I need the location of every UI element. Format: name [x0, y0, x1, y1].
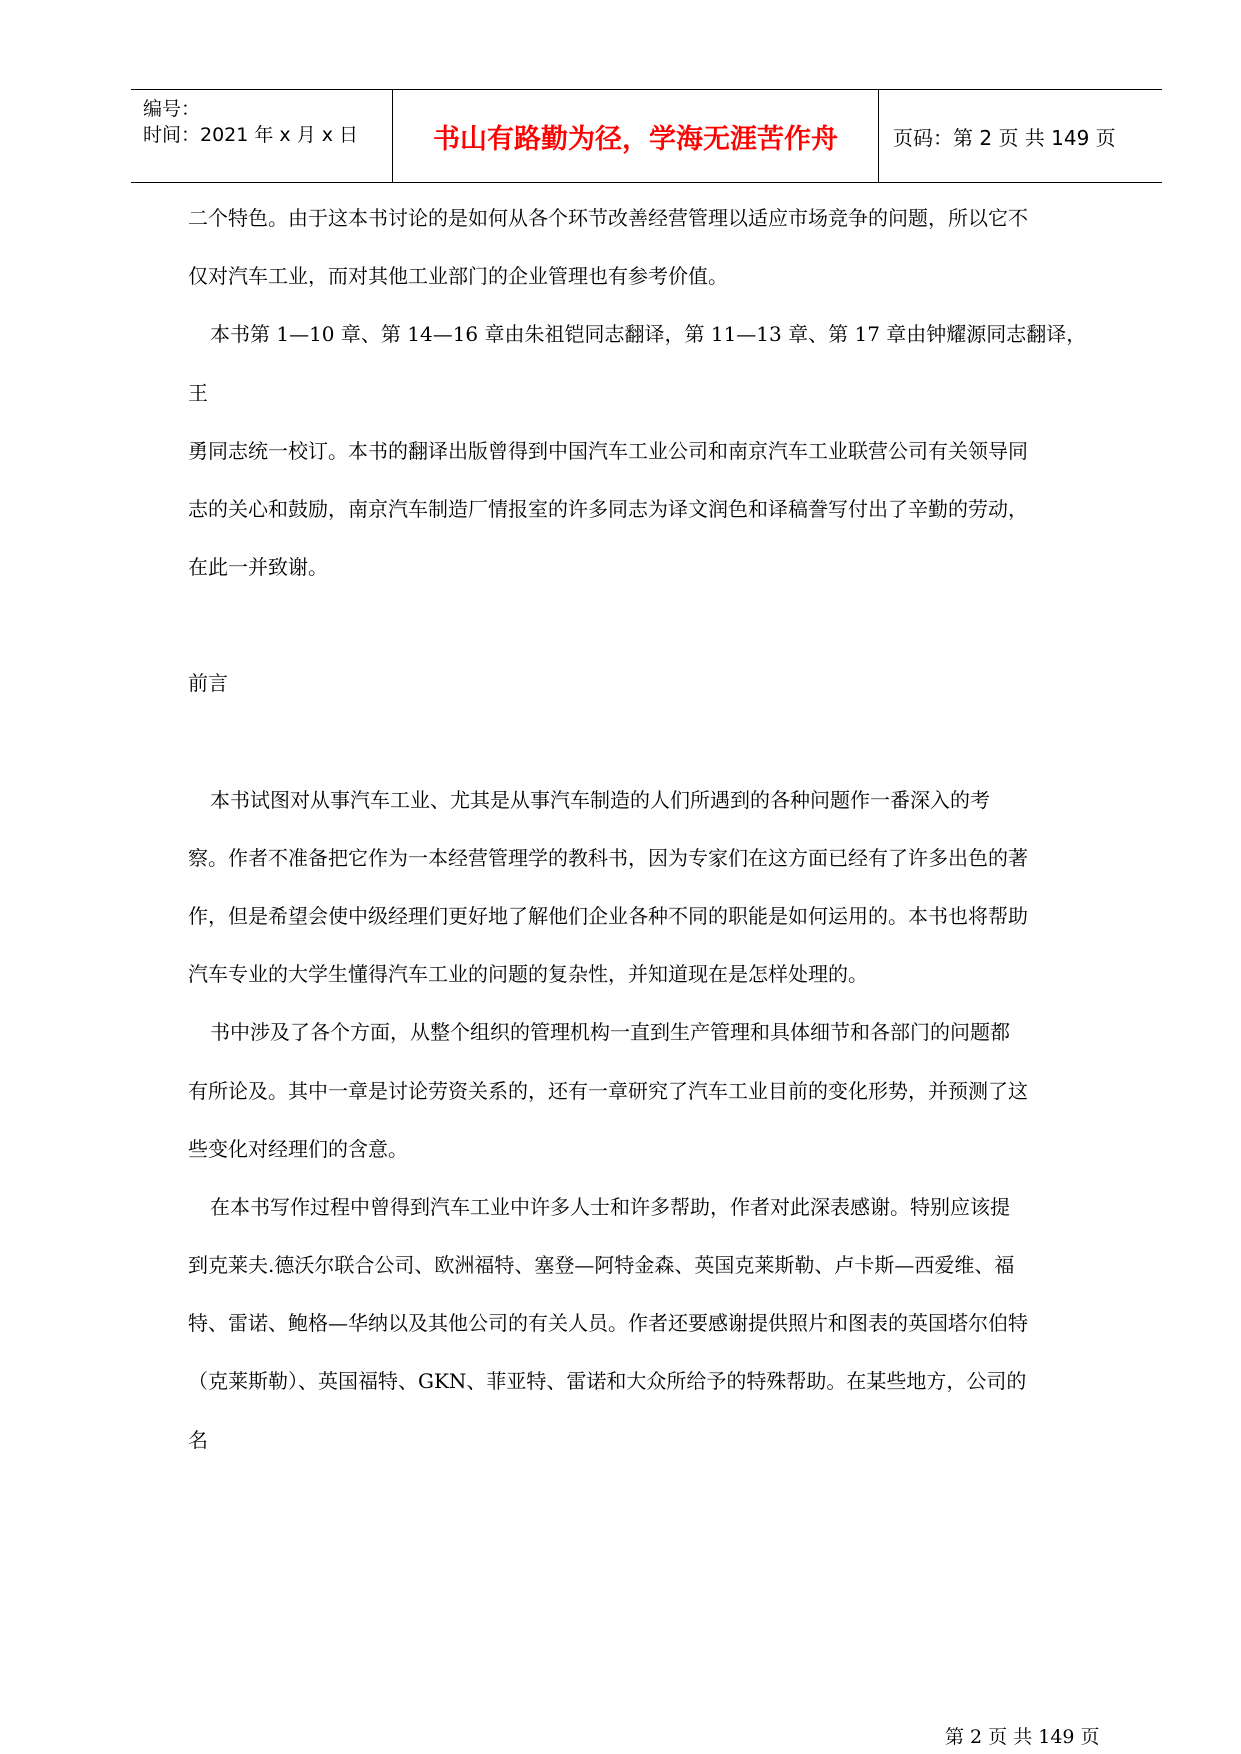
body-line: 王	[188, 381, 208, 405]
body-line: 在本书写作过程中曾得到汽车工业中许多人士和许多帮助，作者对此深表感谢。特别应该提	[210, 1195, 1010, 1219]
body-line: 志的关心和鼓励，南京汽车制造厂情报室的许多同志为译文润色和译稿誊写付出了辛勤的劳动，	[188, 497, 1028, 521]
body-line: 到克莱夫.德沃尔联合公司、欧洲福特、塞登—阿特金森、英国克莱斯勒、卢卡斯—西爱维、福	[188, 1253, 1015, 1277]
header-meta-cell	[131, 90, 393, 182]
page-footer: 第 2 页 共 149 页	[945, 1726, 1100, 1748]
document-date: 时间：2021 年 x 月 x 日	[143, 124, 359, 146]
header-page-cell	[879, 90, 1162, 182]
body-line: 名	[188, 1428, 208, 1452]
body-line: 二个特色。由于这本书讨论的是如何从各个环节改善经营管理以适应市场竞争的问题，所以它不	[188, 206, 1028, 230]
body-line: 本书试图对从事汽车工业、尤其是从事汽车制造的人们所遇到的各种问题作一番深入的考	[210, 788, 990, 812]
body-line: 汽车专业的大学生懂得汽车工业的问题的复杂性，并知道现在是怎样处理的。	[188, 962, 868, 986]
body-line: 仅对汽车工业，而对其他工业部门的企业管理也有参考价值。	[188, 264, 728, 288]
document-header	[131, 89, 1162, 183]
section-heading: 前言	[188, 671, 228, 695]
body-line: （克莱斯勒）、英国福特、GKN、菲亚特、雷诺和大众所给予的特殊帮助。在某些地方，公司的	[188, 1369, 1027, 1393]
body-line: 勇同志统一校订。本书的翻译出版曾得到中国汽车工业公司和南京汽车工业联营公司有关领导同	[188, 439, 1028, 463]
body-line: 作，但是希望会使中级经理们更好地了解他们企业各种不同的职能是如何运用的。本书也将帮助	[188, 904, 1028, 928]
document-number-label: 编号：	[143, 98, 201, 120]
body-line: 书中涉及了各个方面，从整个组织的管理机构一直到生产管理和具体细节和各部门的问题都	[210, 1020, 1010, 1044]
body-line: 察。作者不准备把它作为一本经营管理学的教科书，因为专家们在这方面已经有了许多出色的著	[188, 846, 1028, 870]
body-line: 在此一并致谢。	[188, 555, 328, 579]
body-line: 有所论及。其中一章是讨论劳资关系的，还有一章研究了汽车工业目前的变化形势，并预测了这	[188, 1079, 1028, 1103]
body-line: 特、雷诺、鲍格—华纳以及其他公司的有关人员。作者还要感谢提供照片和图表的英国塔尔伯特	[188, 1311, 1028, 1335]
header-page-info: 页码：第 2 页 共 149 页	[893, 125, 1116, 150]
header-motto: 书山有路勤为径，学海无涯苦作舟	[433, 123, 838, 155]
header-motto-cell	[393, 90, 879, 182]
body-line: 本书第 1—10 章、第 14—16 章由朱祖铠同志翻译，第 11—13 章、第 17 章由钟耀源同志翻译，	[210, 322, 1087, 346]
body-line: 些变化对经理们的含意。	[188, 1137, 408, 1161]
